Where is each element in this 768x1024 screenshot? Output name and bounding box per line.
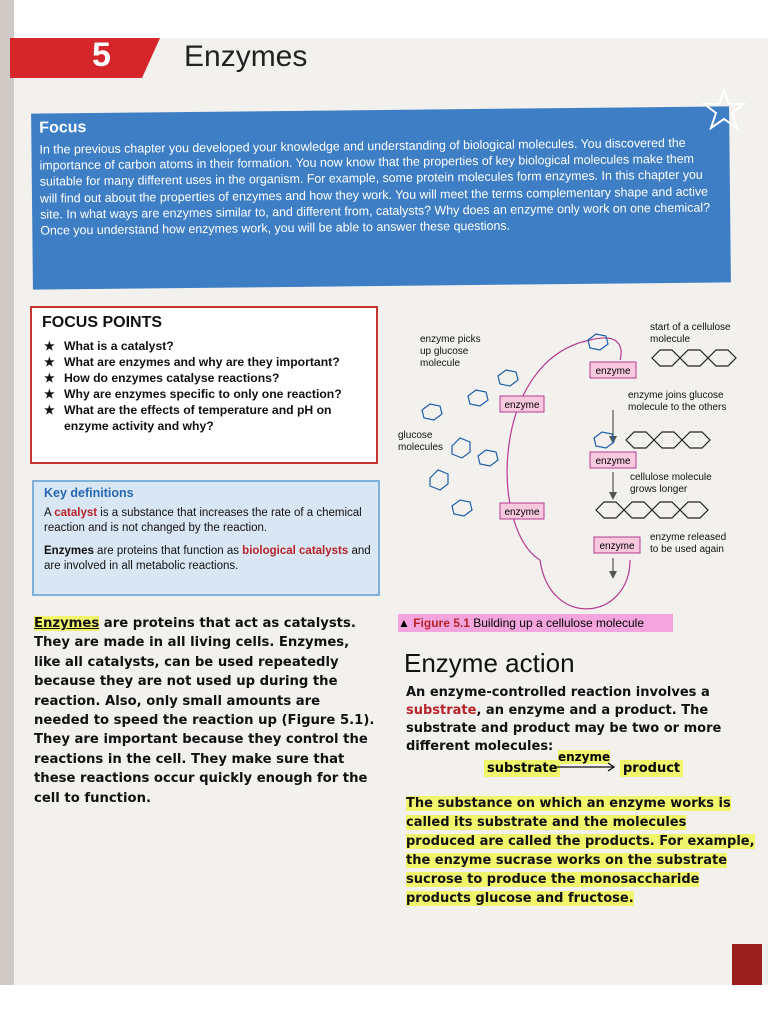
- figure-label: enzyme picks: [420, 334, 481, 345]
- cellulose-figure: [390, 300, 760, 610]
- enzyme-box: [500, 503, 544, 519]
- star-bullet-icon: ★: [44, 403, 55, 417]
- svg-text:enzyme: enzyme: [595, 366, 631, 377]
- cellulose-hexagon: [596, 502, 624, 518]
- figure-label: grows longer: [630, 484, 688, 495]
- cellulose-hexagon: [680, 502, 708, 518]
- key-definitions-title: Key definitions: [44, 486, 134, 500]
- focus-points-title: FOCUS POINTS: [42, 314, 163, 331]
- equation-enzyme: enzyme: [558, 750, 611, 764]
- page-corner-tab: [732, 944, 762, 986]
- enzyme-action-paragraph: An enzyme-controlled reaction involves a substrate, an enzyme and a product. The substrate and product may be two or more different molecules:: [406, 685, 722, 754]
- cellulose-hexagon: [654, 432, 682, 448]
- figure-label: molecule: [650, 334, 691, 345]
- focus-panel: [31, 106, 731, 289]
- star-bullet-icon: ★: [44, 371, 55, 385]
- list-item: ★ Why are enzymes specific to only one reaction?: [44, 387, 342, 401]
- equation-substrate: substrate: [484, 760, 560, 777]
- arrow-head-2: [609, 492, 617, 500]
- figure-label: glucose: [398, 430, 433, 441]
- star-bullet-icon: ★: [44, 355, 55, 369]
- photo-border-bottom: [0, 985, 768, 1024]
- focus-heading: Focus: [39, 119, 87, 137]
- svg-text:enzyme: enzyme: [504, 507, 540, 518]
- cellulose-hexagon: [652, 502, 680, 518]
- cellulose-hexagon: [708, 350, 736, 366]
- svg-text:enzyme: enzyme: [599, 541, 635, 552]
- star-bullet-icon: ★: [44, 339, 55, 353]
- glucose-hexagon: [422, 404, 442, 420]
- enzyme-box: [590, 452, 636, 468]
- cellulose-hexagon: [626, 432, 654, 448]
- cycle-arrow-left: [507, 340, 590, 560]
- chapter-title: Enzymes: [184, 40, 308, 73]
- section-title: Enzyme action: [404, 648, 575, 678]
- enzyme-box: [594, 537, 640, 553]
- star-bullet-icon: ★: [44, 387, 55, 401]
- cellulose-hexagon: [682, 432, 710, 448]
- arrow-head-3: [609, 571, 617, 579]
- figure-label: molecule to the others: [628, 402, 727, 413]
- svg-text:enzyme: enzyme: [595, 456, 631, 467]
- enzyme-box: [500, 396, 544, 412]
- figure-label: enzyme joins glucose: [628, 390, 724, 401]
- key-definitions-box: [32, 480, 380, 596]
- list-item: ★ What is a catalyst?: [44, 339, 174, 353]
- star-icon: [702, 88, 746, 130]
- cycle-arrow-bottom: [540, 560, 630, 609]
- svg-text:enzyme: enzyme: [504, 400, 540, 411]
- list-item: ★ What are enzymes and why are they important?: [44, 355, 340, 369]
- list-item: ★ What are the effects of temperature and pH on enzyme activity and why?: [44, 403, 332, 433]
- figure-label: up glucose: [420, 346, 469, 357]
- focus-points-list: [42, 338, 372, 434]
- cellulose-hexagon: [624, 502, 652, 518]
- figure-label: molecule: [420, 358, 461, 369]
- glucose-hexagon: [430, 470, 448, 490]
- figure-label: cellulose molecule: [630, 472, 712, 483]
- glucose-hexagon: [468, 390, 488, 406]
- enzyme-box: [590, 362, 636, 378]
- equation-product: product: [620, 760, 683, 777]
- chapter-number: 5: [92, 36, 111, 74]
- list-item: ★ How do enzymes catalyse reactions?: [44, 371, 280, 385]
- cellulose-hexagon: [652, 350, 680, 366]
- glucose-hexagon: [478, 450, 498, 466]
- glucose-hexagon: [588, 334, 608, 350]
- figure-label: molecules: [398, 442, 444, 453]
- equation-arrow-icon: [548, 748, 618, 780]
- glucose-hexagon: [452, 500, 472, 516]
- focus-text: In the previous chapter you developed your knowledge and understanding of biological molecules. You discovered the importance of carbon atoms in their formation. You now know that the properties of key biological molecules make them suitable for many different uses in the organism. For example, some protein molecules form enzymes. In this chapter you will find out about the properties of enzymes and how they work. You will meet the terms complementary shape and active site. In what ways are enzymes similar to, and different from, catalysts? Why does an enzyme only work on one chemical? Once you understand how enzymes work, you will be able to answer these questions.: [39, 135, 711, 238]
- definition-enzymes: Enzymes are proteins that function as biological catalysts and are involved in all metabolic reactions.: [44, 545, 371, 572]
- cellulose-hexagon: [680, 350, 708, 366]
- definition-catalyst: A catalyst is a substance that increases the rate of a chemical reaction and is not changed by the reaction.: [44, 507, 362, 534]
- substrate-paragraph: The substance on which an enzyme works is called its substrate and the molecules produced are called the products. For example, the enzyme sucrase works on the substrate sucrose to produce the monosaccharide products glucose and fructose.: [406, 796, 755, 906]
- glucose-hexagon: [452, 438, 470, 458]
- page-binding-edge: [0, 0, 14, 1024]
- figure-label: start of a cellulose: [650, 322, 731, 333]
- glucose-hexagon: [498, 370, 518, 386]
- figure-caption: ▲ Figure 5.1 Building up a cellulose molecule: [398, 614, 673, 632]
- chapter-number-tab: [10, 38, 160, 78]
- photo-border-top: [0, 0, 768, 38]
- intro-paragraph: Enzymes are proteins that act as catalysts. They are made in all living cells. Enzymes, like all catalysts, can be used repeatedly because they are not used up during the reaction. Also, only small amounts are needed to speed the reaction up (Figure 5.1). They are important because they control the reactions in the cell. They make sure that these reactions occur quickly enough for the cell to function.: [34, 616, 375, 806]
- focus-points-box: [30, 306, 378, 464]
- figure-label: enzyme released: [650, 532, 727, 543]
- figure-label: to be used again: [650, 544, 724, 555]
